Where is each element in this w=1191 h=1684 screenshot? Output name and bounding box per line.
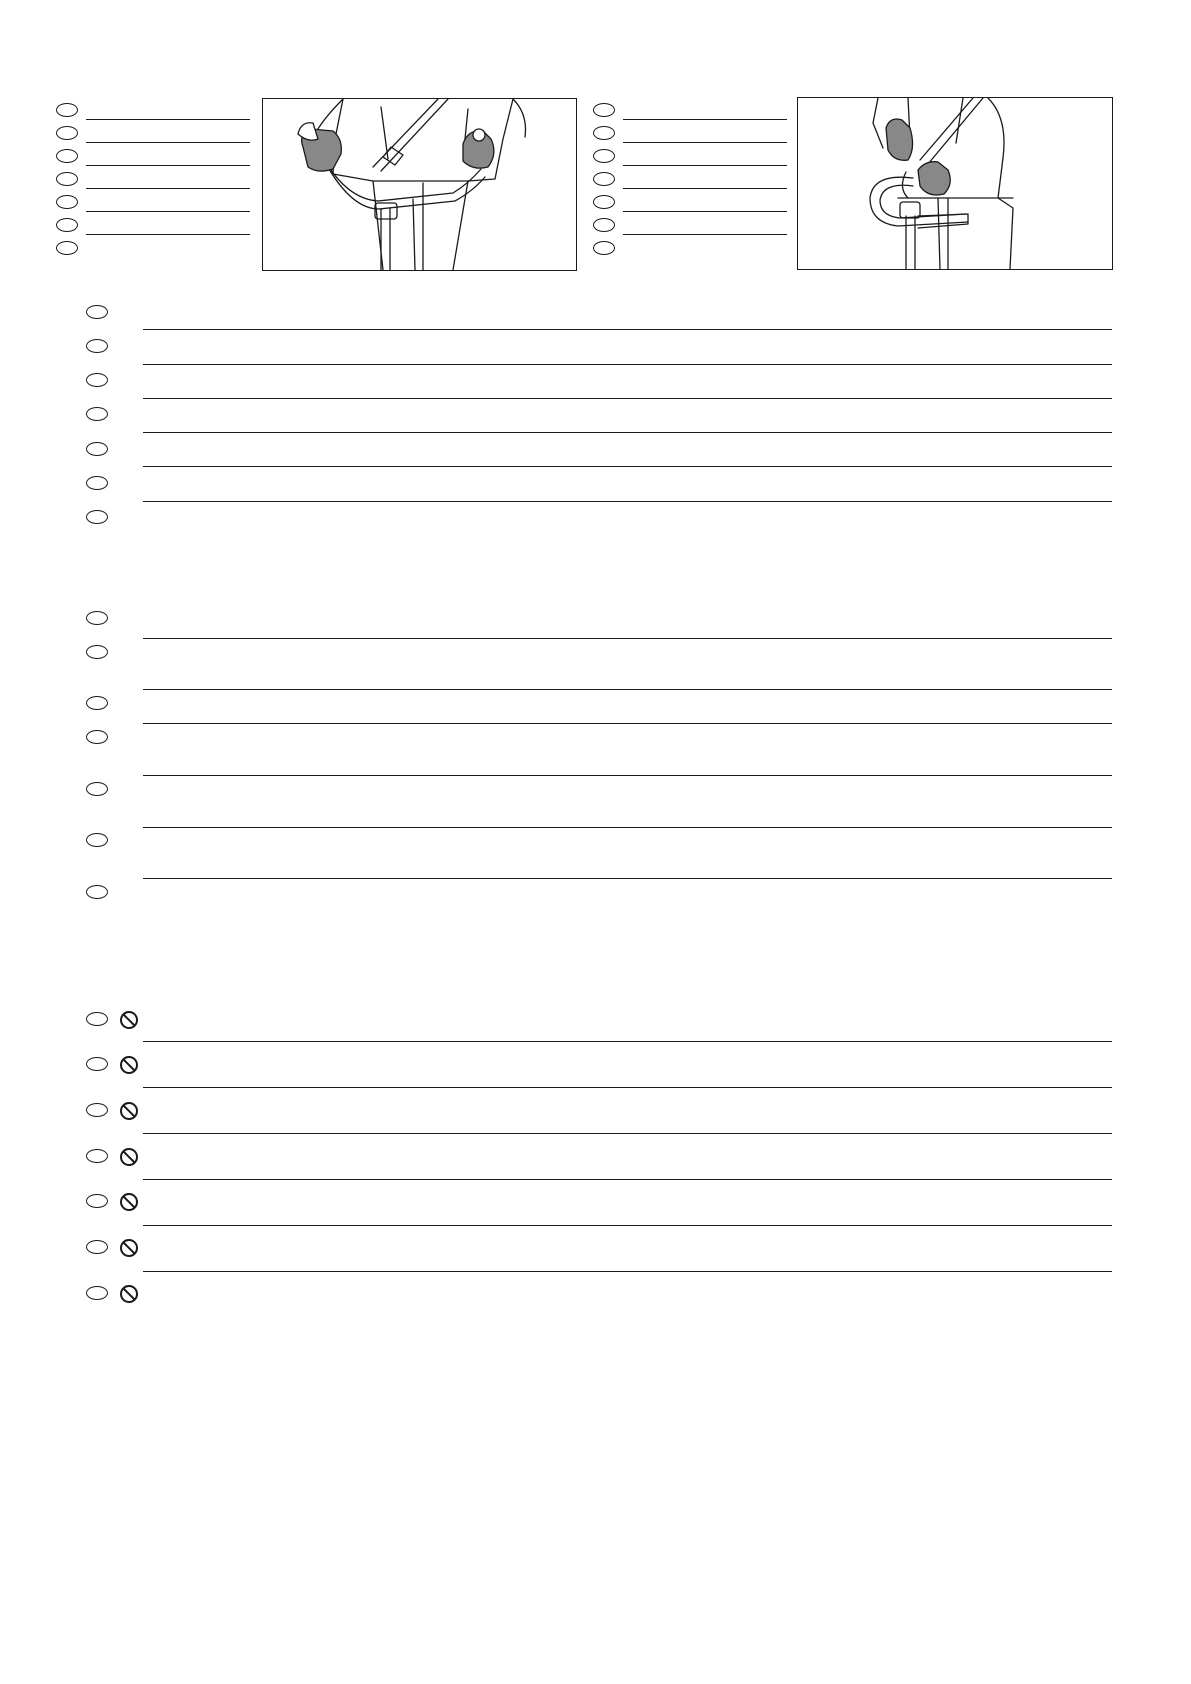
language-marker	[86, 1057, 108, 1071]
prohibition-icon	[119, 1284, 139, 1304]
prohibition-icon	[119, 1192, 139, 1212]
rule-line	[143, 1133, 1112, 1134]
prohibition-icon	[119, 1010, 139, 1030]
language-marker	[86, 1149, 108, 1163]
prohibition-icon	[119, 1101, 139, 1121]
rule-line	[143, 1087, 1112, 1088]
rule-line	[143, 1271, 1112, 1272]
language-marker	[86, 1012, 108, 1026]
prohibition-icon	[119, 1055, 139, 1075]
language-marker	[86, 1240, 108, 1254]
prohibition-icon	[119, 1238, 139, 1258]
language-marker	[86, 1194, 108, 1208]
language-marker	[86, 1103, 108, 1117]
language-marker	[86, 1286, 108, 1300]
rule-line	[143, 1225, 1112, 1226]
prohibition-icon	[119, 1147, 139, 1167]
rule-line	[143, 1179, 1112, 1180]
rule-line	[143, 1041, 1112, 1042]
